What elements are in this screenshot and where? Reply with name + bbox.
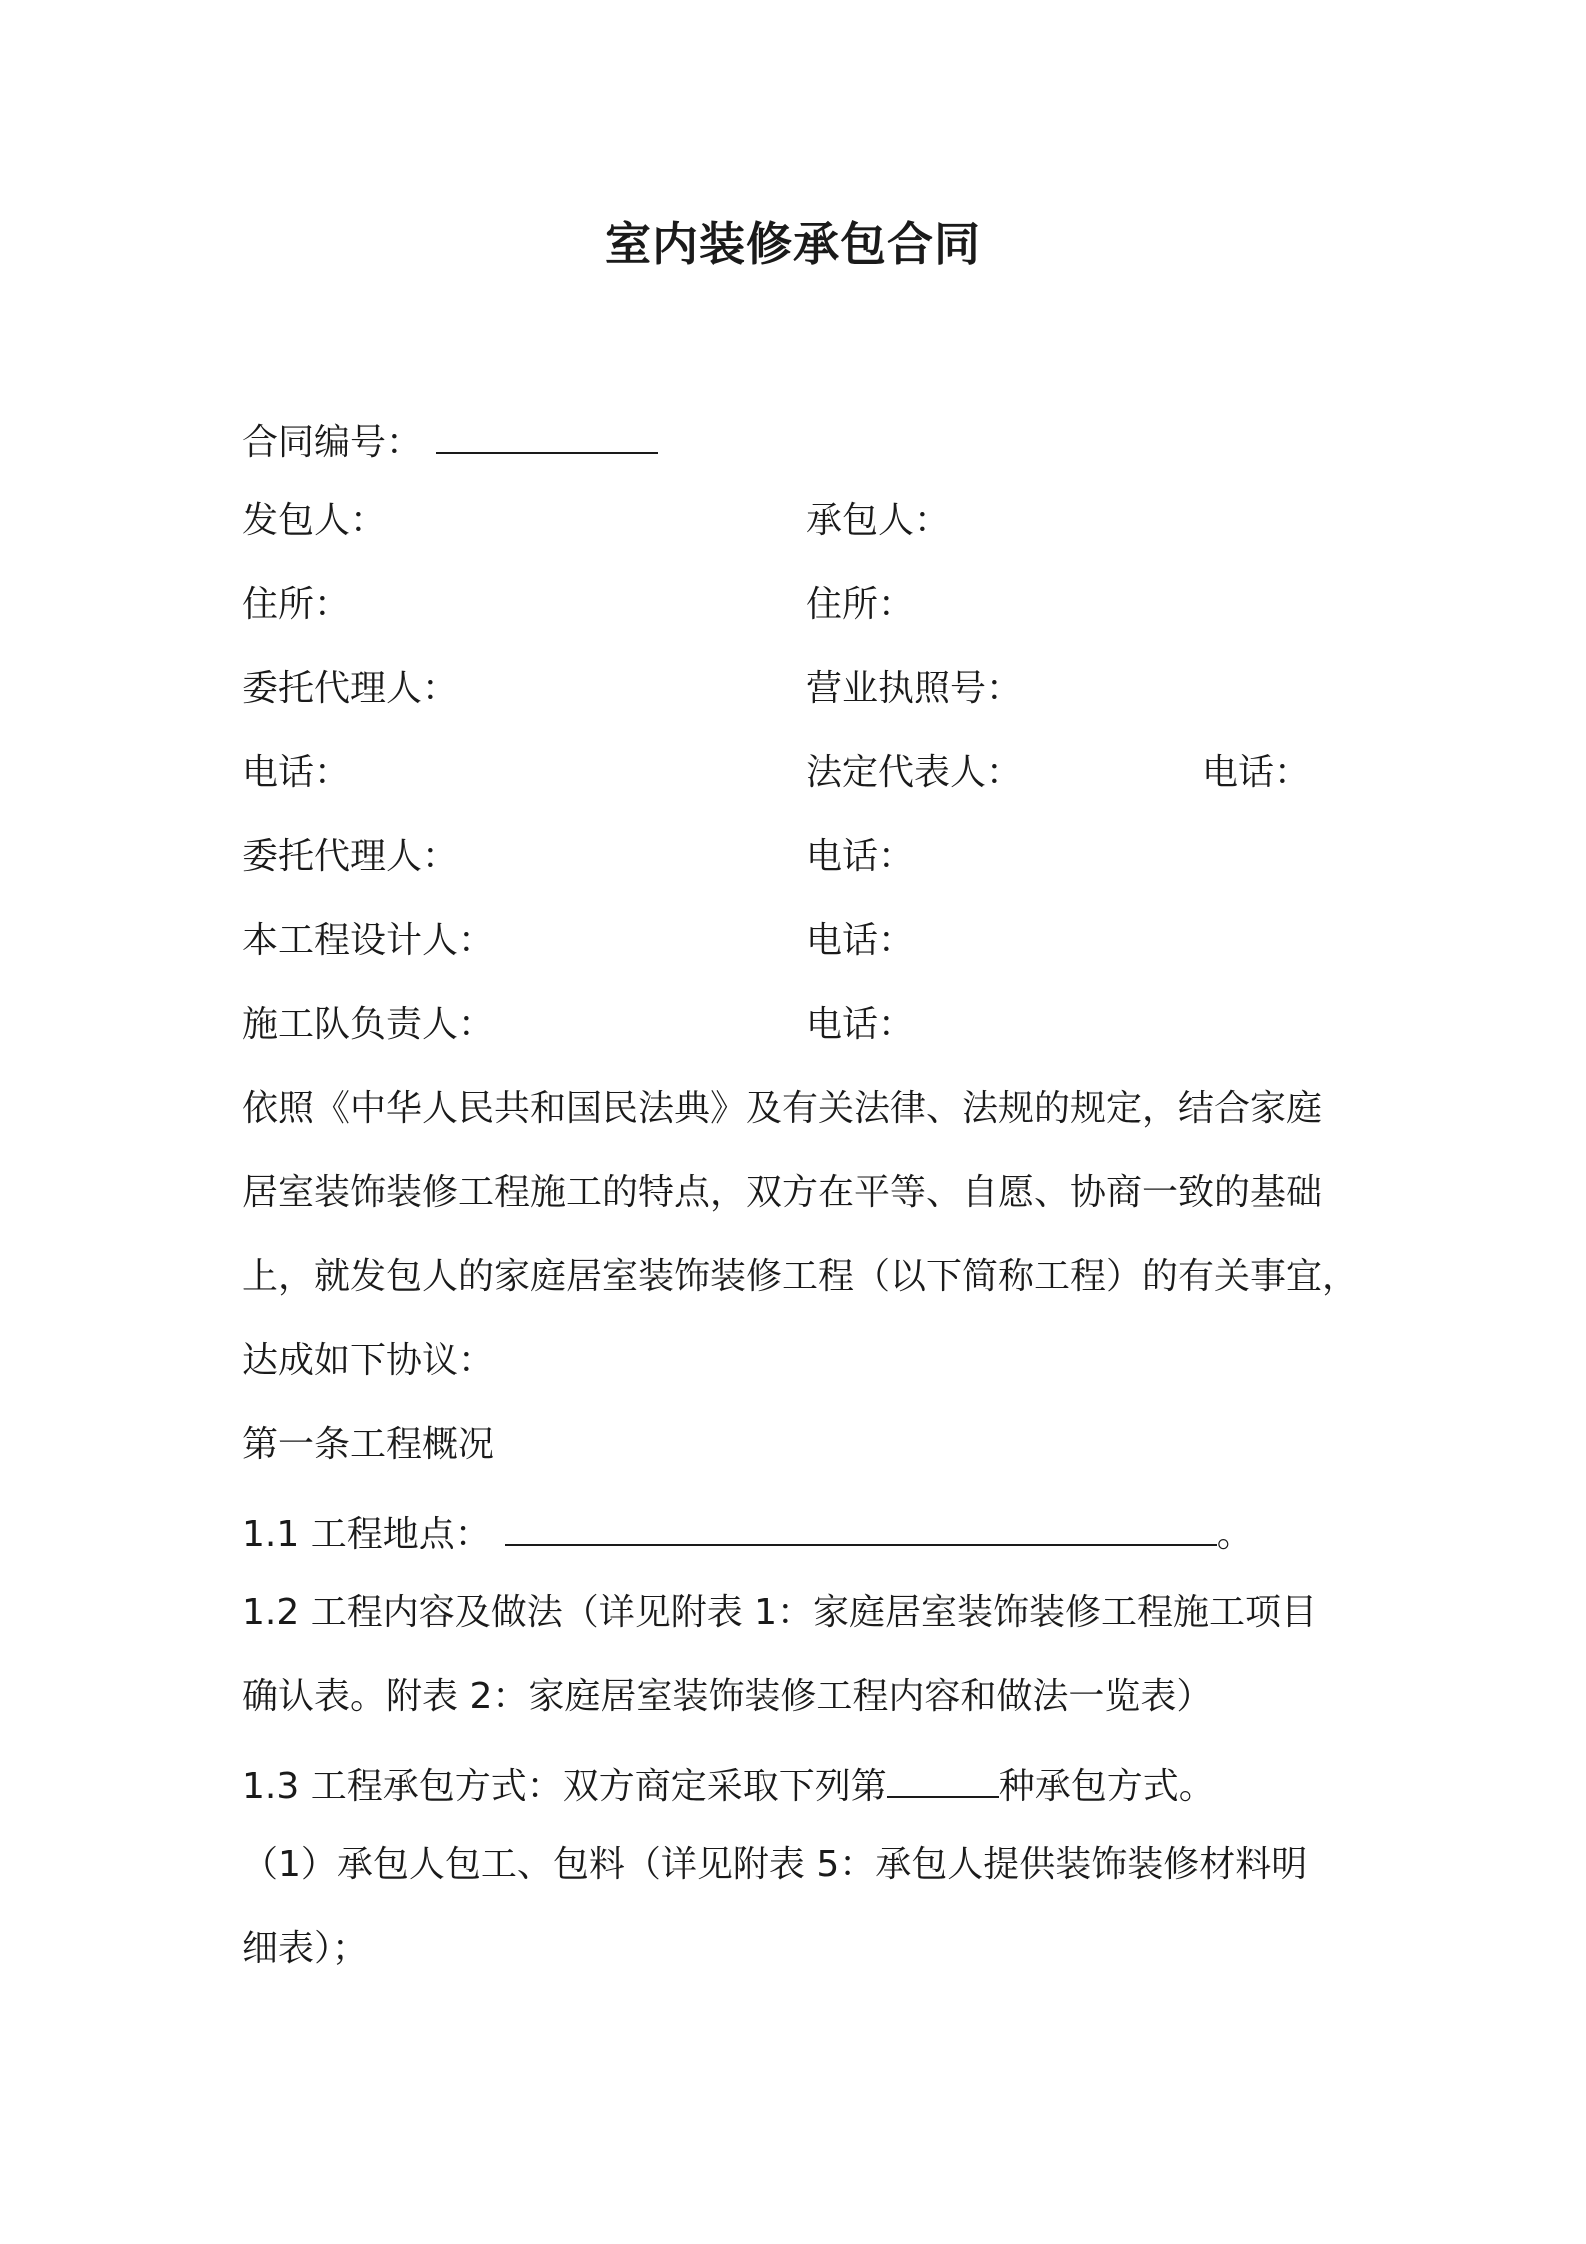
option-1-line: （1）承包人包工、包料（详见附表 5：承包人提供装饰装修材料明 (242, 1844, 1308, 1885)
employer-label: 发包人： (242, 500, 387, 541)
preamble-paragraph (242, 1067, 1366, 1403)
contract-no-row (242, 412, 658, 468)
preamble-line: 达成如下协议： (242, 1340, 495, 1381)
item-1-1 (242, 1504, 1253, 1560)
item-1-3 (242, 1756, 1215, 1812)
designer-label: 本工程设计人： (242, 920, 495, 961)
designer-phone-label: 电话： (806, 920, 915, 961)
legal-rep-phone-label: 电话： (1202, 752, 1311, 793)
employer-agent-label: 委托代理人： (242, 668, 459, 709)
license-label: 营业执照号： (806, 668, 1023, 709)
employer-phone-label: 电话： (242, 752, 351, 793)
item-1-3-prefix: 1.3 工程承包方式：双方商定采取下列第 (242, 1766, 887, 1807)
item-1-2-line: 1.2 工程内容及做法（详见附表 1：家庭居室装饰装修工程施工项目 (242, 1592, 1318, 1633)
contract-no-blank (436, 412, 658, 454)
option-1-line: 细表）； (242, 1928, 369, 1969)
team-leader-phone-label: 电话： (806, 1004, 915, 1045)
legal-rep-label: 法定代表人： (806, 752, 1023, 793)
article-1-heading: 第一条工程概况 (242, 1424, 495, 1465)
item-1-2-line: 确认表。附表 2：家庭居室装饰装修工程内容和做法一览表） (242, 1676, 1213, 1717)
site-address-blank (505, 1504, 1217, 1546)
item-1-3-suffix: 种承包方式。 (998, 1766, 1215, 1807)
contract-no-label: 合同编号： (242, 422, 423, 463)
preamble-line: 居室装饰装修工程施工的特点，双方在平等、自愿、协商一致的基础 (242, 1172, 1323, 1213)
item-1-2 (242, 1571, 1366, 1739)
option-1 (242, 1823, 1366, 1991)
document-title: 室内装修承包合同 (605, 217, 981, 271)
preamble-line: 依照《中华人民共和国民法典》及有关法律、法规的规定，结合家庭 (242, 1088, 1323, 1129)
team-leader-label: 施工队负责人： (242, 1004, 495, 1045)
contractor-label: 承包人： (806, 500, 951, 541)
contractor-agent-label: 委托代理人： (242, 836, 459, 877)
contractor-agent-phone-label: 电话： (806, 836, 915, 877)
item-1-1-label: 1.1 工程地点： (242, 1514, 491, 1555)
employer-address-label: 住所： (242, 584, 351, 625)
item-1-1-suffix: 。 (1216, 1514, 1253, 1555)
contractor-address-label: 住所： (806, 584, 915, 625)
preamble-line: 上，就发包人的家庭居室装饰装修工程（以下简称工程）的有关事宜， (242, 1256, 1359, 1297)
contract-type-blank (887, 1756, 999, 1798)
